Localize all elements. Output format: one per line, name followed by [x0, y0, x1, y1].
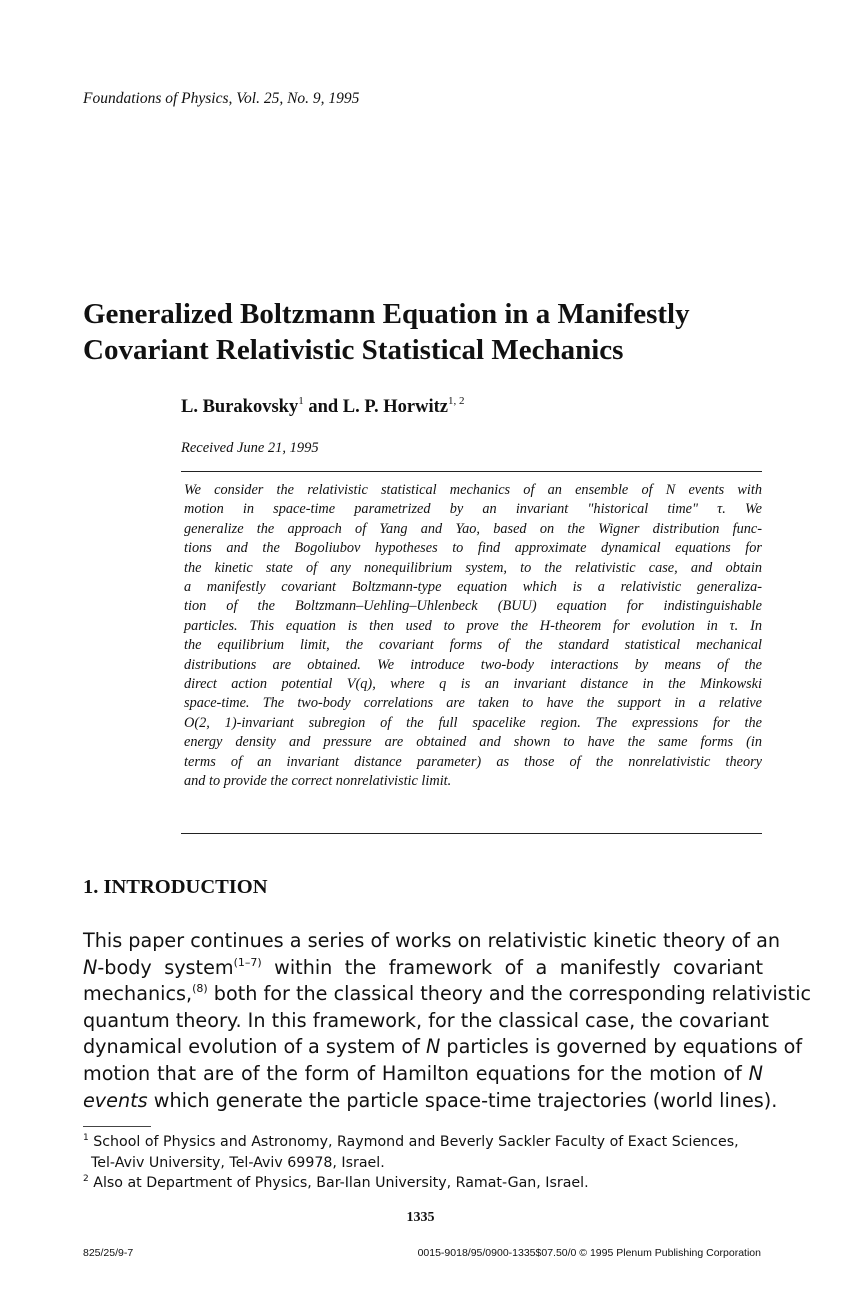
footnote-rule: [83, 1126, 151, 1127]
citation-ref: (8): [192, 982, 208, 996]
abstract-line: energy density and pressure are obtained and shown to have the same forms (in: [184, 734, 762, 751]
footnote-1-continued: Tel-Aviv University, Tel-Aviv 69978, Israel.: [91, 1154, 385, 1171]
abstract-line: particles. This equation is then used to prove the H-theorem for evolution in τ. In: [184, 617, 762, 634]
abstract-line: terms of an invariant distance parameter) as those of the nonrelativistic theory: [184, 753, 762, 770]
citation-ref: (1–7): [233, 955, 262, 969]
author-2-affiliation: 1, 2: [447, 395, 465, 407]
introduction-text: [83, 928, 812, 1114]
author-1: L. Burakovsky: [181, 397, 299, 417]
abstract-bottom-rule: [181, 833, 762, 834]
intro-line: quantum theory. In this framework, for the classical case, the covariant: [83, 1008, 769, 1032]
page-number: 1335: [406, 1210, 435, 1225]
abstract-line: motion in space-time parametrized by an invariant "historical time" τ. We: [184, 501, 762, 518]
footnote-2: $^2$ Also at Department of Physics, Bar-Ilan University, Ramat-Gan, Israel.: [83, 1174, 589, 1191]
abstract-line: space-time. The two-body correlations are taken to have the support in a relative: [184, 695, 762, 712]
footnote-1: $^1$ School of Physics and Astronomy, Raymond and Beverly Sackler Faculty of Exact Sciences,: [83, 1133, 739, 1150]
abstract-line: the kinetic state of any nonequilibrium system, to the relativistic case, and obtain: [184, 559, 762, 576]
authors: [181, 397, 464, 418]
author-1-affiliation: 1: [298, 395, 304, 407]
abstract-line: direct action potential V(q), where q is an invariant distance in the Minkowski: [184, 676, 762, 693]
issue-code: 825/25/9-7: [83, 1247, 134, 1259]
abstract: [184, 481, 762, 792]
title-line-2: Covariant Relativistic Statistical Mechanics: [83, 334, 624, 366]
intro-line: dynamical evolution of a system of N particles is governed by equations of: [83, 1035, 803, 1059]
author-connector: and: [303, 397, 343, 417]
intro-line: mechanics,$^{(8)}$ both for the classical theory and the corresponding relativistic: [83, 982, 812, 1006]
paper-title: [83, 296, 783, 368]
intro-line: motion that are of the form of Hamilton equations for the motion of N: [83, 1061, 763, 1085]
received-date: Received June 21, 1995: [181, 440, 319, 456]
abstract-line: generalize the approach of Yang and Yao, based on the Wigner distribution func-: [184, 520, 762, 537]
copyright-line: 0015-9018/95/0900-1335$07.50/0 © 1995 Plenum Publishing Corporation: [417, 1247, 761, 1259]
footnotes: [83, 1132, 773, 1194]
abstract-line: a manifestly covariant Boltzmann-type equation which is a relativistic generaliza-: [184, 579, 762, 596]
abstract-line: O(2, 1)-invariant subregion of the full spacelike region. The expressions for the: [184, 714, 762, 731]
abstract-line: tion of the Boltzmann–Uehling–Uhlenbeck (BUU) equation for indistinguishable: [184, 598, 762, 615]
abstract-line: the equilibrium limit, the covariant forms of the standard statistical mechanical: [184, 637, 762, 654]
journal-citation: Foundations of Physics, Vol. 25, No. 9, 1995: [83, 90, 360, 107]
section-heading: 1. INTRODUCTION: [83, 876, 268, 898]
abstract-line: and to provide the correct nonrelativistic limit.: [184, 773, 452, 790]
abstract-top-rule: [181, 471, 762, 472]
abstract-line: We consider the relativistic statistical mechanics of an ensemble of N events with: [184, 482, 762, 498]
abstract-line: distributions are obtained. We introduce two-body interactions by means of the: [184, 656, 762, 673]
abstract-line: tions and the Bogoliubov hypotheses to find approximate dynamical equations for: [184, 540, 762, 557]
title-line-1: Generalized Boltzmann Equation in a Manifestly: [83, 298, 690, 330]
intro-line: This paper continues a series of works on relativistic kinetic theory of an: [83, 929, 781, 952]
intro-line: events which generate the particle space-time trajectories (world lines).: [83, 1088, 778, 1112]
author-2: L. P. Horwitz: [342, 397, 448, 417]
intro-line: N-body system$^{(1-7)}$ within the framework of a manifestly covariant: [83, 955, 764, 979]
